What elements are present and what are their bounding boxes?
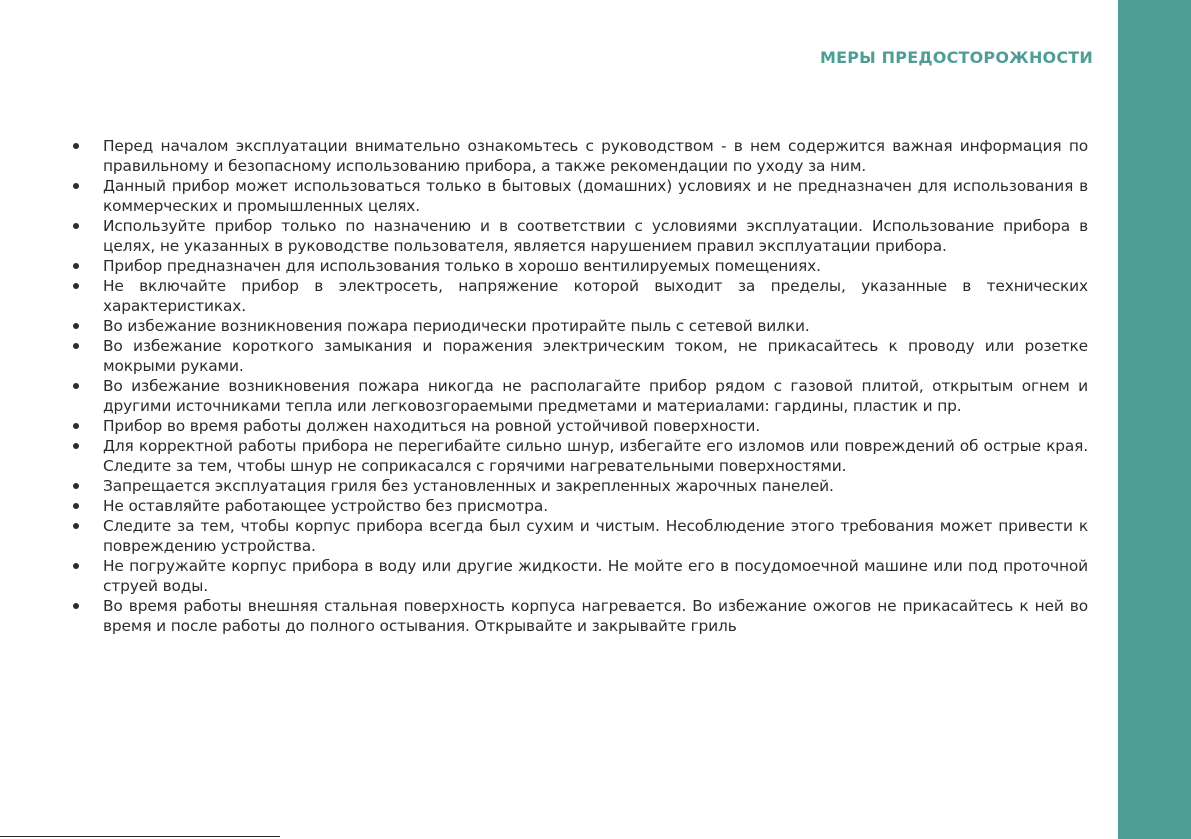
list-item-text: Во избежание возникновения пожара периодически протирайте пыль с сетевой вилки. — [103, 317, 810, 335]
bullet-icon — [73, 283, 79, 289]
list-item — [70, 416, 1088, 436]
list-item-text: Перед началом эксплуатации внимательно ознакомьтесь с руководством - в нем содержится важная информация по правильному и безопасному использованию прибора, а также рекомендации по уходу за ним. — [103, 137, 1088, 175]
list-item-text: Следите за тем, чтобы корпус прибора всегда был сухим и чистым. Несоблюдение этого требования может привести к повреждению устройства. — [103, 517, 1088, 555]
list-item-text: Не погружайте корпус прибора в воду или другие жидкости. Не мойте его в посудомоечной машине или под проточной струей воды. — [103, 557, 1088, 595]
bullet-icon — [73, 523, 79, 529]
list-item — [70, 336, 1088, 376]
bullet-icon — [73, 423, 79, 429]
list-item — [70, 496, 1088, 516]
list-item — [70, 476, 1088, 496]
list-item-text: Прибор предназначен для использования только в хорошо вентилируемых помещениях. — [103, 257, 821, 275]
footnote-divider — [0, 836, 280, 837]
bullet-icon — [73, 143, 79, 149]
page-title: МЕРЫ ПРЕДОСТОРОЖНОСТИ — [819, 48, 1093, 67]
bullet-icon — [73, 223, 79, 229]
bullet-icon — [73, 443, 79, 449]
list-item — [70, 596, 1088, 636]
bullet-icon — [73, 503, 79, 509]
list-item-text: Во избежание короткого замыкания и поражения электрическим током, не прикасайтесь к проводу или розетке мокрыми руками. — [103, 337, 1088, 375]
list-item — [70, 136, 1088, 176]
list-item-text: Используйте прибор только по назначению и в соответствии с условиями эксплуатации. Использование прибора в целях, не указанных в руководстве пользователя, является нарушением правил эксплуатации прибора. — [103, 217, 1088, 255]
list-item-text: Данный прибор может использоваться только в бытовых (домашних) условиях и не предназначен для использования в коммерческих и промышленных целях. — [103, 177, 1088, 215]
list-item-text: Не оставляйте работающее устройство без присмотра. — [103, 497, 548, 515]
list-item — [70, 436, 1088, 476]
list-item-text: Для корректной работы прибора не перегибайте сильно шнур, избегайте его изломов или повреждений об острые края. Следите за тем, чтобы шнур не соприкасался с горячими нагревательными поверхностями. — [103, 437, 1088, 475]
bullet-icon — [73, 263, 79, 269]
list-item — [70, 556, 1088, 596]
bullet-icon — [73, 563, 79, 569]
precautions-list — [70, 136, 1088, 636]
bullet-icon — [73, 483, 79, 489]
list-item — [70, 276, 1088, 316]
bullet-icon — [73, 383, 79, 389]
side-accent-bar — [1118, 0, 1191, 839]
list-item — [70, 176, 1088, 216]
bullet-icon — [73, 183, 79, 189]
list-item — [70, 516, 1088, 556]
list-item-text: Не включайте прибор в электросеть, напряжение которой выходит за пределы, указанные в технических характеристиках. — [103, 277, 1088, 315]
bullet-icon — [73, 603, 79, 609]
list-item — [70, 216, 1088, 256]
bullet-icon — [73, 323, 79, 329]
list-item-text: Во избежание возникновения пожара никогда не располагайте прибор рядом с газовой плитой, открытым огнем и другими источниками тепла или легковозгораемыми предметами и материалами: гардины, пластик и пр. — [103, 377, 1088, 415]
list-item — [70, 376, 1088, 416]
list-item-text: Во время работы внешняя стальная поверхность корпуса нагревается. Во избежание ожогов не прикасайтесь к ней во время и после работы до полного остывания. Открывайте и закрывайте гриль — [103, 597, 1088, 635]
list-item — [70, 316, 1088, 336]
list-item-text: Прибор во время работы должен находиться на ровной устойчивой поверхности. — [103, 417, 761, 435]
content-area — [70, 136, 1088, 696]
list-item — [70, 256, 1088, 276]
bullet-icon — [73, 343, 79, 349]
list-item-text: Запрещается эксплуатация гриля без установленных и закрепленных жарочных панелей. — [103, 477, 834, 495]
